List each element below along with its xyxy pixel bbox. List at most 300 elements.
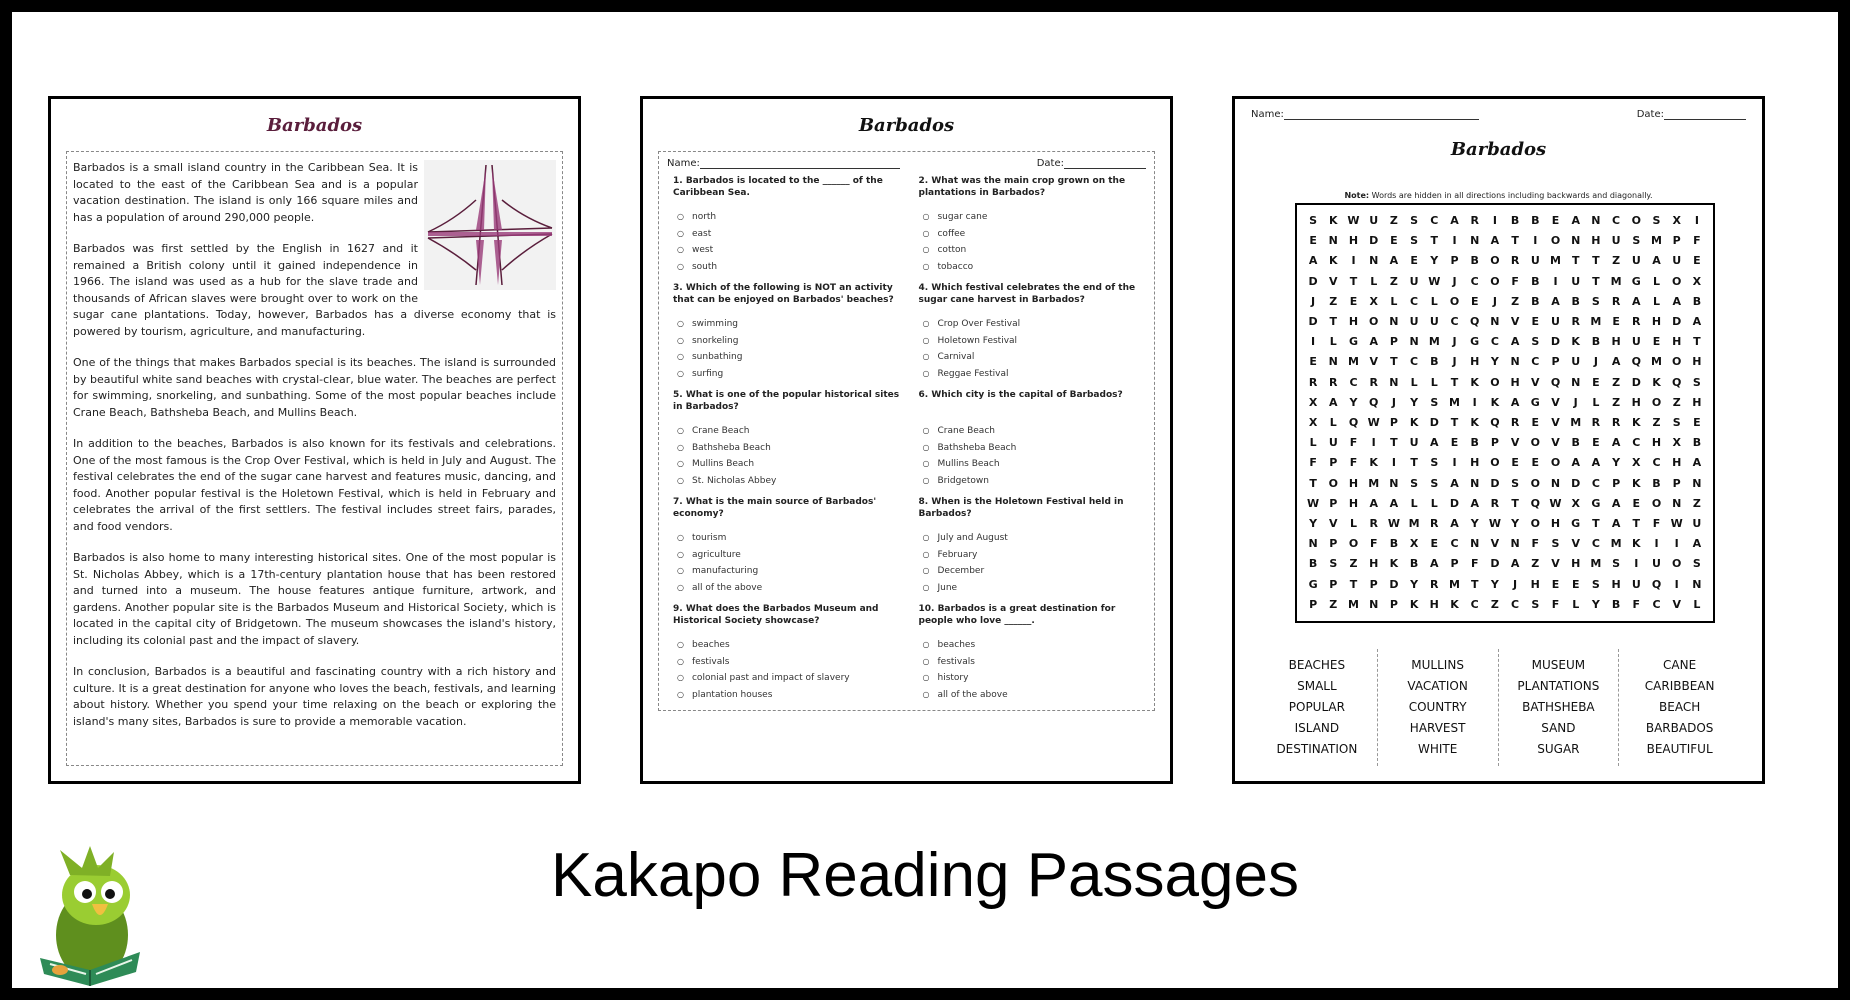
letter-cell: F: [1531, 537, 1540, 551]
letter-cell: A: [1611, 436, 1621, 450]
question-text: 5. What is one of the popular historical sites in Barbados?: [673, 390, 900, 412]
answer-option[interactable]: ○ beaches: [677, 637, 901, 654]
letter-cell: H: [1348, 476, 1359, 490]
quiz-question-1: [667, 175, 901, 282]
letter-cell: U: [1631, 254, 1641, 268]
letter-cell: A: [1450, 214, 1459, 227]
letter-cell: Y: [1410, 395, 1419, 409]
letter-cell: E: [1531, 456, 1540, 470]
letter-cell: I: [1674, 577, 1679, 591]
paragraph-5: Barbados is also home to many interesting historical sites. One of the most popular is St. Nicholas Abbey, which is a 17th-century plantation house that has been restored and turned into a museum. The house features antique furniture, artwork, and gardens. Another popular site is the Barbados Museum and Historical Society, which is located in the capital city of Bridgetown. The museum showcases the island's history, including its colonial past and the impact of slavery.: [73, 551, 556, 647]
answer-option[interactable]: ○ Carnival: [923, 349, 1147, 366]
word-bank-word: BEACHES: [1288, 658, 1346, 672]
letter-cell: H: [1510, 375, 1520, 389]
letter-cell: O: [1550, 456, 1561, 470]
answer-option[interactable]: ○ west: [677, 242, 901, 259]
letter-cell: O: [1651, 496, 1662, 510]
answer-option[interactable]: ○ north: [677, 209, 901, 226]
letter-cell: T: [1410, 456, 1418, 470]
letter-cell: Y: [1410, 577, 1419, 591]
letter-cell: U: [1369, 214, 1379, 227]
answer-option[interactable]: ○ beaches: [923, 637, 1147, 654]
letter-cell: L: [1390, 294, 1398, 308]
letter-cell: A: [1470, 496, 1479, 510]
letter-cell: S: [1410, 476, 1419, 490]
letter-cell: I: [1391, 456, 1396, 470]
answer-option[interactable]: ○ festivals: [923, 654, 1147, 671]
letter-cell: Z: [1612, 254, 1621, 268]
letter-cell: A: [1692, 315, 1702, 328]
letter-cell: A: [1692, 456, 1702, 470]
letter-cell: I: [1452, 456, 1457, 470]
letter-cell: I: [1694, 214, 1699, 227]
letter-cell: V: [1672, 597, 1681, 611]
letter-cell: Z: [1652, 416, 1661, 429]
letter-cell: E: [1349, 294, 1358, 308]
answer-option[interactable]: ○ Mullins Beach: [923, 456, 1147, 473]
letter-cell: O: [1490, 274, 1500, 288]
word-bank-word: CARIBBEAN: [1644, 679, 1715, 693]
letter-cell: C: [1410, 294, 1419, 308]
letter-cell: B: [1692, 436, 1702, 450]
letter-cell: N: [1510, 537, 1520, 551]
letter-cell: A: [1510, 395, 1520, 409]
letter-cell: K: [1329, 214, 1338, 227]
letter-cell: J: [1452, 274, 1457, 288]
letter-cell: U: [1409, 436, 1419, 450]
letter-cell: M: [1428, 335, 1440, 349]
answer-option[interactable]: ○ sugar cane: [923, 209, 1147, 226]
answer-option[interactable]: ○ tourism: [677, 530, 901, 547]
letter-cell: B: [1531, 214, 1540, 227]
letter-cell: H: [1591, 234, 1601, 248]
letter-cell: D: [1672, 315, 1682, 328]
letter-cell: F: [1652, 517, 1661, 530]
answer-option[interactable]: ○ snorkeling: [677, 333, 901, 350]
answer-option[interactable]: ○ colonial past and impact of slavery: [677, 670, 901, 687]
letter-cell: D: [1369, 234, 1379, 248]
letter-cell: H: [1470, 456, 1480, 470]
letter-cell: X: [1571, 496, 1580, 510]
letter-cell: W: [1387, 517, 1400, 530]
letter-cell: K: [1470, 416, 1479, 429]
letter-cell: Y: [1490, 577, 1499, 591]
letter-cell: M: [1610, 537, 1622, 551]
letter-cell: B: [1430, 355, 1439, 369]
answer-options: [673, 316, 901, 382]
letter-cell: T: [1511, 496, 1519, 510]
quiz-sheet-title: Barbados: [858, 115, 955, 136]
question-text: 8. When is the Holetown Festival held in Barbados?: [918, 497, 1124, 519]
letter-cell: F: [1511, 274, 1519, 288]
letter-cell: F: [1369, 537, 1378, 551]
letter-cell: R: [1510, 416, 1520, 429]
answer-option[interactable]: ○ July and August: [923, 530, 1147, 547]
letter-cell: Z: [1511, 294, 1520, 308]
letter-cell: O: [1328, 476, 1338, 490]
letter-cell: V: [1329, 274, 1338, 288]
letter-cell: F: [1693, 234, 1701, 248]
letter-cell: N: [1470, 234, 1480, 248]
letter-cell: U: [1530, 254, 1540, 268]
answer-option[interactable]: ○ all of the above: [923, 687, 1147, 704]
letter-cell: L: [1430, 294, 1438, 308]
letter-cell: D: [1389, 577, 1399, 591]
quiz-question-2: [913, 175, 1147, 282]
reading-passage-sheet: [48, 96, 581, 784]
question-text: 3. Which of the following is NOT an activity that can be enjoyed on Barbados' beaches?: [673, 283, 894, 305]
answer-option[interactable]: ○ history: [923, 670, 1147, 687]
quiz-name-field: Name:: [667, 158, 900, 169]
answer-option[interactable]: ○ south: [677, 259, 901, 276]
letter-cell: T: [1329, 315, 1338, 328]
quiz-name-date-row: [667, 158, 1146, 169]
letter-cell: C: [1470, 274, 1479, 288]
letter-cell: R: [1430, 517, 1439, 530]
letter-cell: T: [1592, 254, 1600, 268]
letter-cell: A: [1369, 496, 1378, 510]
letter-cell: Z: [1692, 496, 1701, 510]
answer-option[interactable]: ○ February: [923, 547, 1147, 564]
letter-cell: M: [1610, 274, 1622, 288]
letter-cell: P: [1672, 476, 1681, 490]
letter-cell: S: [1591, 294, 1600, 308]
letter-cell: P: [1329, 537, 1338, 551]
letter-cell: B: [1531, 274, 1540, 288]
letter-cell: P: [1490, 436, 1499, 450]
word-bank: [1257, 649, 1740, 766]
answer-option[interactable]: ○ sunbathing: [677, 349, 901, 366]
letter-cell: Z: [1612, 395, 1621, 409]
answer-option[interactable]: ○ Reggae Festival: [923, 366, 1147, 383]
letter-cell: O: [1672, 355, 1682, 369]
letter-cell: A: [1611, 517, 1621, 530]
letter-cell: C: [1591, 476, 1600, 490]
letter-cell: Q: [1369, 395, 1379, 409]
letter-cell: A: [1672, 294, 1681, 308]
word-bank-column: [1378, 649, 1499, 766]
answer-option[interactable]: ○ Bathsheba Beach: [677, 440, 901, 457]
letter-cell: J: [1391, 395, 1396, 409]
letter-cell: I: [1371, 436, 1376, 450]
letter-cell: E: [1592, 436, 1600, 450]
letter-cell: Q: [1631, 355, 1641, 369]
answer-option[interactable]: ○ tobacco: [923, 259, 1147, 276]
letter-cell: C: [1410, 355, 1419, 369]
answer-option[interactable]: ○ Crop Over Festival: [923, 316, 1147, 333]
letter-cell: V: [1369, 355, 1378, 369]
letter-cell: K: [1632, 476, 1641, 490]
letter-cell: K: [1450, 597, 1459, 611]
letter-cell: Y: [1591, 597, 1600, 611]
answer-option[interactable]: ○ Mullins Beach: [677, 456, 901, 473]
answer-option[interactable]: ○ swimming: [677, 316, 901, 333]
letter-cell: C: [1612, 214, 1621, 227]
letter-cell: V: [1329, 517, 1338, 530]
letter-cell: L: [1652, 294, 1660, 308]
letter-cell: V: [1551, 395, 1560, 409]
letter-cell: S: [1692, 375, 1701, 389]
letter-cell: W: [1428, 274, 1441, 288]
letter-cell: X: [1692, 274, 1702, 288]
letter-cell: A: [1571, 456, 1580, 470]
quiz-question-10: [913, 603, 1147, 710]
letter-cell: B: [1470, 254, 1479, 268]
letter-cell: P: [1612, 476, 1621, 490]
letter-cell: Q: [1550, 375, 1561, 389]
letter-cell: Y: [1490, 355, 1499, 369]
answer-options: [673, 423, 901, 489]
letter-cell: N: [1369, 597, 1379, 611]
question-text: 10. Barbados is a great destination for people who love ______.: [918, 604, 1116, 626]
answer-option[interactable]: ○ agriculture: [677, 547, 901, 564]
letter-cell: T: [1470, 577, 1479, 591]
letter-cell: L: [1572, 597, 1580, 611]
letter-cell: G: [1591, 496, 1601, 510]
answer-options: [919, 209, 1147, 275]
answer-options: [919, 530, 1147, 596]
letter-cell: Z: [1389, 274, 1398, 288]
letter-cell: P: [1369, 577, 1378, 591]
letter-cell: V: [1490, 537, 1500, 551]
letter-cell: T: [1693, 335, 1701, 349]
letter-cell: D: [1449, 496, 1460, 510]
letter-cell: P: [1672, 234, 1681, 248]
letter-cell: P: [1309, 597, 1318, 611]
answer-options: [919, 637, 1147, 703]
letter-cell: U: [1409, 315, 1419, 328]
question-text: 9. What does the Barbados Museum and Historical Society showcase?: [673, 604, 879, 626]
letter-cell: K: [1652, 375, 1661, 389]
letter-cell: G: [1308, 577, 1318, 591]
letter-cell: S: [1612, 557, 1621, 571]
answer-option[interactable]: ○ surfing: [677, 366, 901, 383]
letter-cell: S: [1531, 335, 1540, 349]
letter-cell: S: [1410, 234, 1419, 248]
letter-cell: V: [1551, 557, 1560, 571]
word-bank-word: VACATION: [1407, 679, 1468, 693]
letter-cell: H: [1611, 577, 1621, 591]
answer-option[interactable]: ○ Bathsheba Beach: [923, 440, 1147, 457]
letter-cell: Q: [1651, 577, 1662, 591]
letter-cell: N: [1571, 234, 1581, 248]
letter-cell: R: [1632, 315, 1641, 328]
answer-options: [673, 209, 901, 275]
letter-cell: H: [1672, 335, 1682, 349]
letter-cell: K: [1632, 537, 1641, 551]
letter-cell: O: [1631, 214, 1641, 227]
word-bank-word: MULLINS: [1411, 658, 1464, 672]
letter-cell: T: [1390, 355, 1398, 369]
letter-cell: C: [1450, 315, 1459, 328]
letter-cell: G: [1631, 274, 1641, 288]
letter-cell: R: [1329, 375, 1338, 389]
letter-cell: V: [1571, 537, 1580, 551]
word-bank-word: MUSEUM: [1531, 658, 1586, 672]
letter-cell: E: [1693, 416, 1701, 429]
letter-cell: E: [1309, 355, 1317, 369]
letter-cell: X: [1672, 436, 1681, 450]
letter-cell: G: [1348, 335, 1358, 349]
letter-cell: S: [1591, 577, 1600, 591]
letter-cell: B: [1652, 476, 1661, 490]
letter-cell: D: [1571, 476, 1581, 490]
letter-cell: W: [1549, 496, 1562, 510]
letter-cell: N: [1389, 375, 1399, 389]
letter-cell: O: [1672, 557, 1682, 571]
answer-option[interactable]: ○ Crane Beach: [923, 423, 1147, 440]
answer-option[interactable]: ○ all of the above: [677, 580, 901, 597]
answer-option[interactable]: ○ Bridgetown: [923, 473, 1147, 490]
letter-cell: N: [1308, 537, 1318, 551]
letter-cell: L: [1430, 496, 1438, 510]
letter-cell: K: [1369, 456, 1378, 470]
answer-option[interactable]: ○ plantation houses: [677, 687, 901, 704]
letter-cell: R: [1308, 375, 1318, 389]
letter-cell: C: [1349, 375, 1358, 389]
letter-cell: Y: [1612, 456, 1621, 470]
letter-cell: A: [1692, 537, 1702, 551]
letter-cell: L: [1410, 375, 1418, 389]
word-bank-word: COUNTRY: [1408, 700, 1467, 714]
letter-cell: E: [1511, 456, 1519, 470]
letter-cell: U: [1409, 274, 1419, 288]
quiz-question-8: [913, 496, 1147, 603]
letter-cell: A: [1510, 335, 1520, 349]
letter-cell: T: [1592, 517, 1600, 530]
letter-cell: C: [1652, 456, 1661, 470]
answer-option[interactable]: ○ December: [923, 563, 1147, 580]
letter-cell: K: [1389, 557, 1399, 571]
letter-cell: O: [1550, 234, 1561, 248]
letter-cell: O: [1651, 395, 1662, 409]
answer-option[interactable]: ○ festivals: [677, 654, 901, 671]
letter-cell: C: [1430, 214, 1439, 227]
letter-cell: U: [1429, 315, 1439, 328]
letter-cell: K: [1632, 416, 1641, 429]
letter-cell: H: [1692, 395, 1702, 409]
question-text: 1. Barbados is located to the ______ of the Caribbean Sea.: [673, 176, 883, 198]
letter-cell: O: [1348, 537, 1359, 551]
letter-cell: E: [1410, 254, 1418, 268]
letter-cell: O: [1530, 476, 1540, 490]
letter-cell: I: [1533, 234, 1538, 248]
letter-cell: B: [1389, 537, 1399, 551]
letter-cell: R: [1591, 416, 1601, 429]
letter-cell: A: [1652, 254, 1661, 268]
letter-cell: N: [1369, 254, 1379, 268]
word-bank-word: HARVEST: [1409, 721, 1466, 735]
answer-option[interactable]: ○ June: [923, 580, 1147, 597]
letter-cell: T: [1592, 274, 1600, 288]
letter-cell: H: [1530, 577, 1540, 591]
letter-cell: B: [1571, 436, 1580, 450]
paragraph-4: In addition to the beaches, Barbados is also known for its festivals and celebrations. One of the most famous is the Crop Over Festival, which is held in July and August. The festival celebrates the end of the sugar cane harvest and features music, dancing, and food. Another popular festival is the Holetown Festival, which is held in February and celebrates the arrival of the first settlers. The festival includes street fairs, parades, and food vendors.: [73, 437, 556, 533]
letter-cell: T: [1430, 234, 1439, 248]
letter-cell: E: [1693, 254, 1701, 268]
letter-cell: C: [1591, 537, 1600, 551]
letter-cell: L: [1349, 517, 1357, 530]
letter-cell: N: [1692, 476, 1702, 490]
letter-cell: H: [1348, 315, 1359, 328]
paragraph-1: Barbados is a small island country in the Caribbean Sea. It is located to the east of the Caribbean Sea and is a popular vacation destination. The island is only 166 square miles and has a population of around 290,000 people.: [73, 160, 556, 226]
letter-cell: X: [1308, 395, 1318, 409]
letter-cell: H: [1429, 597, 1439, 611]
letter-cell: F: [1309, 456, 1317, 470]
letter-cell: P: [1329, 577, 1338, 591]
quiz-question-5: [667, 389, 901, 496]
word-bank-word: ISLAND: [1294, 721, 1340, 735]
letter-cell: L: [1693, 597, 1701, 611]
letter-cell: P: [1450, 557, 1459, 571]
answer-options: [673, 637, 901, 703]
letter-cell: E: [1652, 335, 1661, 349]
letter-cell: I: [1553, 274, 1558, 288]
letter-cell: K: [1490, 395, 1500, 409]
answer-option[interactable]: ○ coffee: [923, 226, 1147, 243]
letter-cell: S: [1430, 395, 1439, 409]
letter-cell: F: [1349, 436, 1358, 450]
letter-cell: L: [1329, 416, 1337, 429]
letter-cell: U: [1692, 517, 1702, 530]
letter-cell: O: [1672, 274, 1682, 288]
letter-cell: T: [1511, 234, 1519, 248]
letter-cell: P: [1551, 355, 1560, 369]
letter-cell: E: [1430, 537, 1439, 551]
letter-cell: W: [1488, 517, 1501, 530]
letter-cell: U: [1328, 436, 1338, 450]
letter-cell: D: [1490, 557, 1500, 571]
letter-cell: D: [1308, 315, 1318, 328]
answer-option[interactable]: ○ east: [677, 226, 901, 243]
letter-cell: B: [1571, 294, 1580, 308]
word-bank-column: [1619, 649, 1740, 766]
letter-cell: J: [1513, 577, 1518, 591]
letter-cell: L: [1592, 395, 1600, 409]
answer-option[interactable]: ○ St. Nicholas Abbey: [677, 473, 901, 490]
letter-cell: P: [1389, 335, 1398, 349]
letter-cell: J: [1311, 294, 1316, 308]
letter-cell: M: [1590, 557, 1602, 571]
letter-cell: M: [1651, 234, 1662, 248]
letter-cell: S: [1410, 214, 1419, 227]
word-bank-word: CANE: [1663, 658, 1697, 672]
word-bank-word: BEACH: [1659, 700, 1701, 714]
letter-cell: A: [1369, 335, 1378, 349]
letter-cell: F: [1349, 456, 1358, 470]
answer-option[interactable]: ○ cotton: [923, 242, 1147, 259]
letter-cell: N: [1389, 476, 1399, 490]
answer-option[interactable]: ○ Holetown Festival: [923, 333, 1147, 350]
letter-cell: S: [1329, 557, 1338, 571]
letter-cell: H: [1571, 557, 1581, 571]
letter-cell: I: [1654, 537, 1659, 551]
letter-cell: A: [1430, 557, 1439, 571]
letter-cell: N: [1409, 335, 1419, 349]
letter-cell: V: [1551, 416, 1560, 429]
letter-cell: Z: [1612, 375, 1621, 389]
letter-cell: S: [1632, 234, 1641, 248]
paragraph-2: Barbados was first settled by the English in 1627 and it remained a British colony until it gained independence in 1966. The island was used as a hub for the slave trade and thousands of African slaves were brought over to work on the sugar cane plantations. Today, however, Barbados has a diverse economy that is powered by tourism, agriculture, and manufacturing.: [73, 242, 556, 338]
letter-cell: Q: [1490, 416, 1500, 429]
brand-title: Kakapo Reading Passages: [551, 841, 1299, 910]
letter-cell: M: [1550, 254, 1561, 268]
wordsearch-name-date-row: [1251, 109, 1746, 120]
letter-cell: S: [1652, 214, 1661, 227]
answer-option[interactable]: ○ manufacturing: [677, 563, 901, 580]
answer-option[interactable]: ○ Crane Beach: [677, 423, 901, 440]
letter-cell: I: [1674, 537, 1679, 551]
